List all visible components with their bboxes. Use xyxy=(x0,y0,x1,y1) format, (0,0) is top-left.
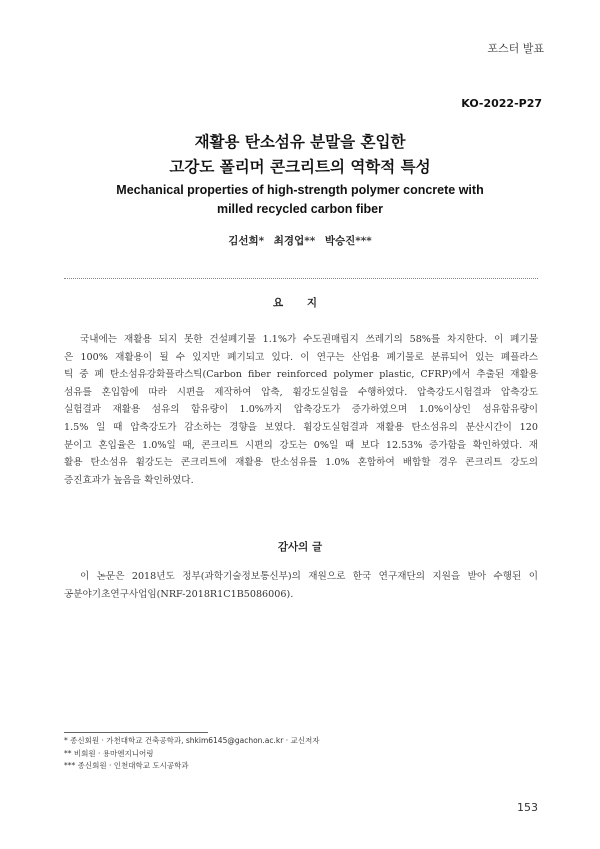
acknowledgement-line: 공분야기초연구사업임(NRF-2018R1C1B5086006). xyxy=(64,588,294,600)
abstract-line: 1.5% 일 때 압축강도가 감소하는 경향을 보였다. 휨강도실험결과 재활용 탄소섬유의 분산시간이 120 xyxy=(64,421,538,433)
korean-title xyxy=(0,130,600,180)
english-title-line-2: milled recycled carbon fiber xyxy=(216,202,384,216)
footnote-item: * 종신회원 · 가천대학교 건축공학과, shkim6145@gachon.ac.kr · 교신저자 xyxy=(64,736,320,745)
english-title-line-1: Mechanical properties of high-strength polymer concrete with xyxy=(116,183,484,197)
abstract-line: 실험결과 재활용 섬유의 함유량이 1.0%까지 압축강도가 증가하였으며 1.0%이상인 섬유함유량이 xyxy=(64,404,538,416)
footnote-item: *** 종신회원 · 인천대학교 도시공학과 xyxy=(64,761,189,770)
abstract-line: 섬유를 혼입함에 따라 시편을 제작하여 압축, 휨강도실험을 수행하였다. 압축강도시험결과 압축강도 xyxy=(64,386,538,398)
abstract-line: 활용 탄소섬유 휨강도는 콘크리트에 재활용 탄소섬유를 1.0% 혼합하여 배합할 경우 콘크리트 강도의 xyxy=(64,457,538,469)
korean-title-line-1: 재활용 탄소섬유 분말을 혼입한 xyxy=(194,133,406,151)
english-title xyxy=(0,181,600,219)
abstract-line: 증진효과가 높음을 확인하였다. xyxy=(64,474,194,486)
footnotes xyxy=(64,735,319,773)
abstract-line: 은 100% 재활용이 될 수 있지만 폐기되고 있다. 이 연구는 산업용 폐기물로 분류되어 있는 폐플라스 xyxy=(64,351,538,363)
acknowledgement-body xyxy=(64,568,538,603)
abstract-line: 국내에는 재활용 되지 못한 건설폐기물 1.1%가 수도권매립지 쓰레기의 58%를 차지한다. 이 폐기물 xyxy=(80,334,538,345)
author-list: 김선희* 최경업** 박승진*** xyxy=(228,235,372,247)
acknowledgement-line: 이 논문은 2018년도 정부(과학기술정보통신부)의 재원으로 한국 연구재단의 지원을 받아 수행된 이 xyxy=(80,571,538,582)
footnote-rule xyxy=(64,732,208,733)
page-number: 153 xyxy=(517,801,538,814)
korean-title-line-2: 고강도 폴리머 콘크리트의 역학적 특성 xyxy=(169,158,431,176)
footnote-item: ** 비회원 · 용마엔지니어링 xyxy=(64,748,154,758)
paper-code: KO-2022-P27 xyxy=(461,97,542,110)
acknowledgement-heading: 감사의 글 xyxy=(277,541,323,553)
abstract-body xyxy=(64,331,538,489)
abstract-line: 틱 중 폐 탄소섬유강화플라스틱(Carbon fiber reinforced polymer plastic, CFRP)에서 추출된 재활용 xyxy=(64,369,538,381)
abstract-heading: 요 지 xyxy=(273,297,327,309)
dotted-separator xyxy=(64,278,538,279)
abstract-line: 분이고 혼입율은 1.0%일 때, 콘크리트 시편의 강도는 0%일 때 보다 12.53% 증가함을 확인하였다. 재 xyxy=(64,439,538,451)
section-category-label: 포스터 발표 xyxy=(487,42,544,55)
